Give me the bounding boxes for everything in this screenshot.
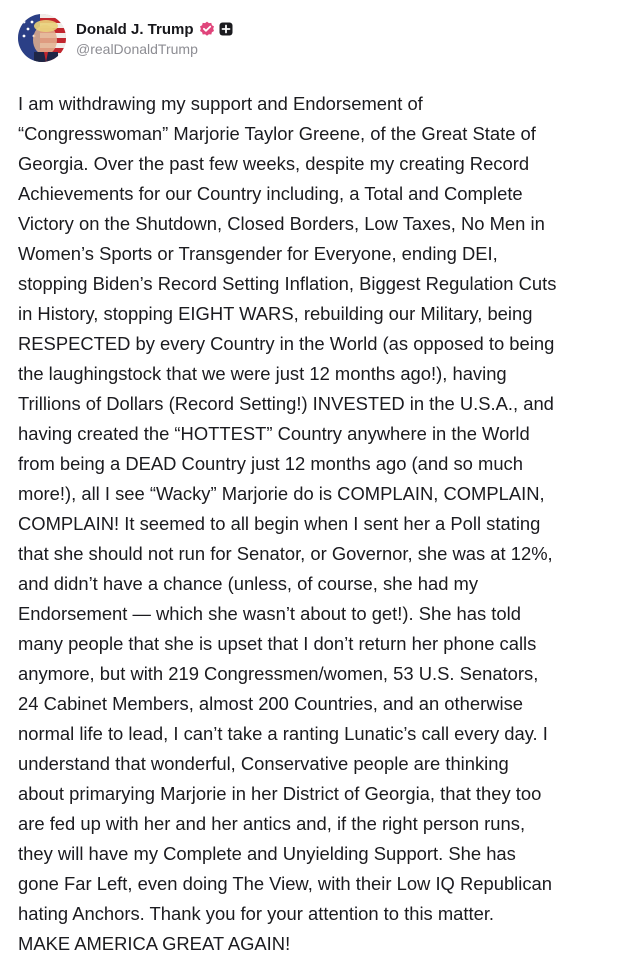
post-text-line: RESPECTED by every Country in the World (as opposed to being	[18, 333, 555, 354]
post-text-line: Women’s Sports or Transgender for Everyone, ending DEI,	[18, 243, 498, 264]
post-text-line: gone Far Left, even doing The View, with their Low IQ Republican	[18, 873, 552, 894]
post-text-line: from being a DEAD Country just 12 months ago (and so much	[18, 453, 523, 474]
post-text-line: “Congresswoman” Marjorie Taylor Greene, of the Great State of	[18, 123, 536, 144]
post-text-line: in History, stopping EIGHT WARS, rebuilding our Military, being	[18, 303, 533, 324]
author-identity	[76, 19, 233, 57]
post-text-line: 24 Cabinet Members, almost 200 Countries, and an otherwise	[18, 693, 523, 714]
avatar[interactable]	[18, 14, 66, 62]
avatar-flag-icon	[18, 14, 66, 62]
post-text-line: stopping Biden’s Record Setting Inflation, Biggest Regulation Cuts	[18, 273, 557, 294]
post-text-line: many people that she is upset that I don’t return her phone calls	[18, 633, 537, 654]
post-text-line: are fed up with her and her antics and, if the right person runs,	[18, 813, 526, 834]
post-text-line: hating Anchors. Thank you for your attention to this matter.	[18, 903, 495, 924]
post-text-line: anymore, but with 219 Congressmen/women, 53 U.S. Senators,	[18, 663, 539, 684]
post-text-line: the laughingstock that we were just 12 months ago!), having	[18, 363, 507, 384]
post-text-line: more!), all I see “Wacky” Marjorie do is COMPLAIN, COMPLAIN,	[18, 483, 545, 504]
name-row	[76, 19, 233, 39]
post-text-line: Georgia. Over the past few weeks, despite my creating Record	[18, 153, 530, 174]
post-text-line: Achievements for our Country including, a Total and Complete	[18, 183, 523, 204]
post-text-line: Endorsement — which she wasn’t about to get!). She has told	[18, 603, 521, 624]
author-handle[interactable]: @realDonaldTrump	[76, 41, 198, 57]
post-text-line: normal life to lead, I can’t take a ranting Lunatic’s call every day. I	[18, 723, 548, 744]
post-text-line: MAKE AMERICA GREAT AGAIN!	[18, 933, 291, 954]
post-text-line: I am withdrawing my support and Endorsement of	[18, 93, 423, 114]
post-text-line: COMPLAIN! It seemed to all begin when I sent her a Poll stating	[18, 513, 541, 534]
plus-square-icon[interactable]	[219, 22, 233, 36]
post-text-line: and didn’t have a chance (unless, of course, she had my	[18, 573, 479, 594]
post-text-line: about primarying Marjorie in her District of Georgia, that they too	[18, 783, 542, 804]
post-text-line: Victory on the Shutdown, Closed Borders, Low Taxes, No Men in	[18, 213, 545, 234]
post-header	[18, 14, 233, 62]
verified-badge-icon	[199, 21, 215, 37]
post-text-line: Trillions of Dollars (Record Setting!) INVESTED in the U.S.A., and	[18, 393, 554, 414]
post-body	[18, 89, 618, 959]
author-display-name[interactable]: Donald J. Trump	[76, 20, 194, 38]
post-text-line: having created the “HOTTEST” Country anywhere in the World	[18, 423, 530, 444]
post-text-line: understand that wonderful, Conservative people are thinking	[18, 753, 509, 774]
post-text-line: they will have my Complete and Unyielding Support. She has	[18, 843, 516, 864]
post-text-line: that she should not run for Senator, or Governor, she was at 12%,	[18, 543, 553, 564]
